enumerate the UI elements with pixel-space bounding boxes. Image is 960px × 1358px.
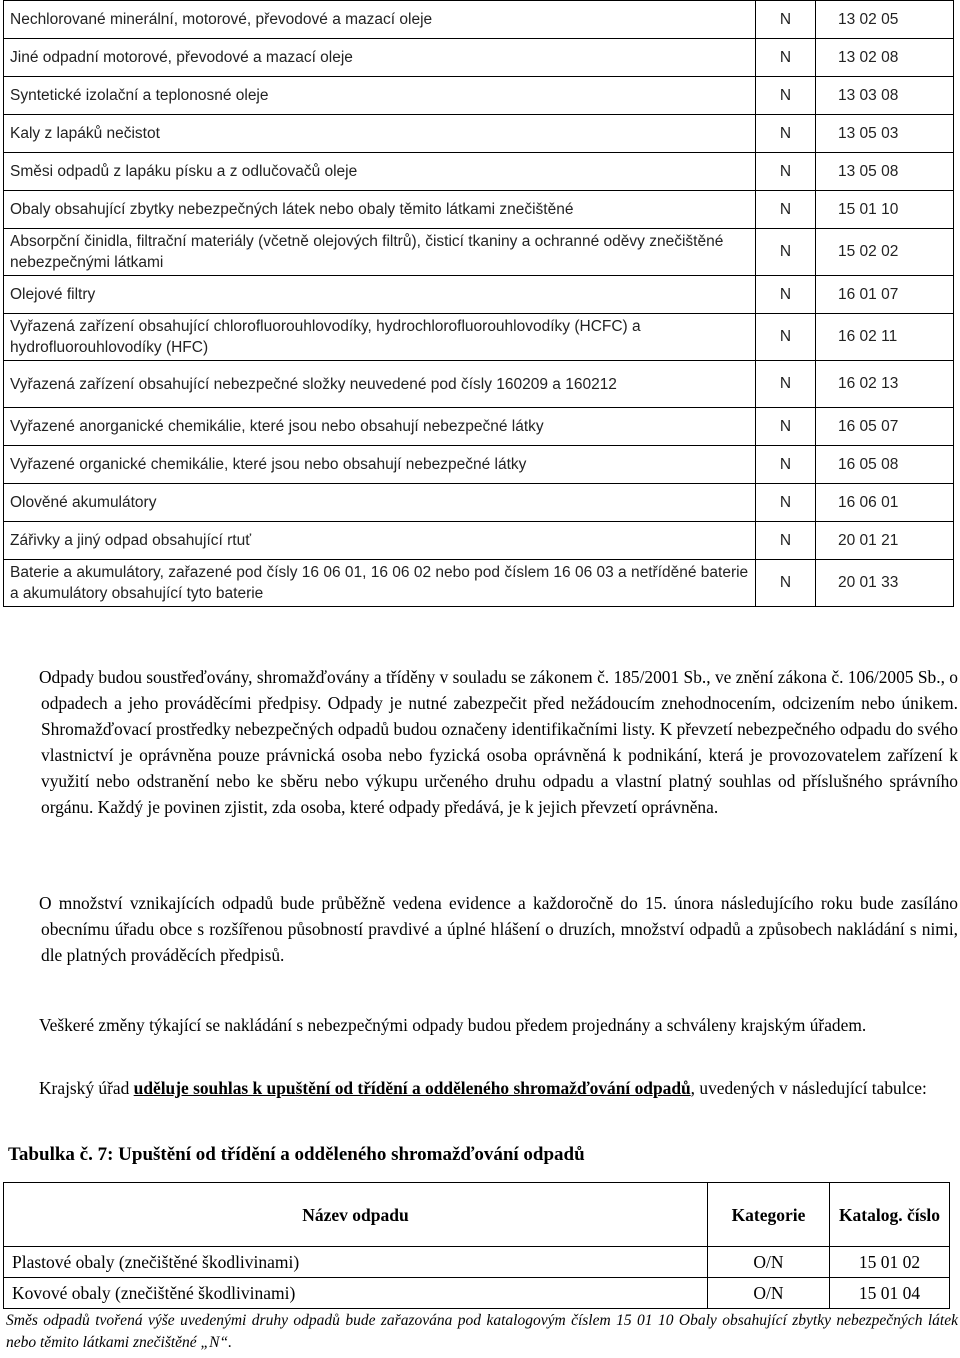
waste-category: N	[756, 484, 816, 522]
table-row	[4, 191, 954, 229]
waste-name: Syntetické izolační a teplonosné oleje	[4, 77, 756, 115]
waste-code: 13 03 08	[816, 77, 954, 115]
waste-name: Plastové obaly (znečištěné škodlivinami)	[4, 1247, 708, 1278]
waste-category: N	[756, 115, 816, 153]
waste-category: N	[756, 1, 816, 39]
paragraph-number	[8, 1012, 39, 1038]
paragraph-4	[8, 1012, 958, 1038]
paragraph-text: Veškeré změny týkající se nakládání s nebezpečnými odpady budou předem projednány a schváleny krajským úřadem.	[39, 1015, 867, 1035]
waste-category: N	[756, 39, 816, 77]
waste-code: 13 02 05	[816, 1, 954, 39]
table-row	[4, 115, 954, 153]
table-row	[4, 314, 954, 361]
waste-code: 13 02 08	[816, 39, 954, 77]
waste-code: 16 05 07	[816, 408, 954, 446]
waste-category: N	[756, 153, 816, 191]
waste-category: N	[756, 361, 816, 408]
table-row	[4, 484, 954, 522]
header-name: Název odpadu	[4, 1183, 708, 1247]
header-code: Katalog. číslo	[830, 1183, 950, 1247]
paragraph-number	[8, 890, 39, 916]
waste-name: Vyřazená zařízení obsahující chlorofluorouhlovodíky, hydrochlorofluorouhlovodíky (HCFC) a hydrofluorouhlovodíky (HFC)	[4, 314, 756, 361]
waste-name: Kaly z lapáků nečistot	[4, 115, 756, 153]
waste-name: Vyřazené anorganické chemikálie, které jsou nebo obsahují nebezpečné látky	[4, 408, 756, 446]
waste-name: Baterie a akumulátory, zařazené pod čísly 16 06 01, 16 06 02 nebo pod číslem 16 06 03 a netříděné baterie a akumulátory obsahující tyto baterie	[4, 560, 756, 607]
table-row	[4, 229, 954, 276]
waste-category: N	[756, 229, 816, 276]
table-row	[4, 361, 954, 408]
table-row	[4, 39, 954, 77]
waste-category: N	[756, 276, 816, 314]
waste-code: 16 02 11	[816, 314, 954, 361]
paragraph-text-emphasis: uděluje souhlas k upuštění od třídění a odděleného shromažďování odpadů	[133, 1078, 691, 1098]
waste-code: 16 05 08	[816, 446, 954, 484]
paragraph-2	[8, 664, 958, 820]
table-row	[4, 276, 954, 314]
table-row	[4, 1278, 950, 1309]
waste-code: 16 01 07	[816, 276, 954, 314]
paragraph-number	[8, 1075, 39, 1101]
waste-category: O/N	[708, 1247, 830, 1278]
waste-code: 20 01 21	[816, 522, 954, 560]
waste-name: Směsi odpadů z lapáku písku a z odlučovačů oleje	[4, 153, 756, 191]
waste-name: Jiné odpadní motorové, převodové a mazací oleje	[4, 39, 756, 77]
waste-category: O/N	[708, 1278, 830, 1309]
paragraph-5	[8, 1075, 958, 1101]
waste-code: 16 06 01	[816, 484, 954, 522]
waste-category: N	[756, 191, 816, 229]
waste-code: 15 01 10	[816, 191, 954, 229]
waste-code: 15 01 04	[830, 1278, 950, 1309]
table-row	[4, 1247, 950, 1278]
waste-category: N	[756, 408, 816, 446]
footnote: Směs odpadů tvořená výše uvedenými druhy odpadů bude zařazována pod katalogovým číslem 15 01 10 Obaly obsahující zbytky nebezpečných látek nebo těmito látkami znečištěné „N“.	[6, 1312, 958, 1351]
table-row	[4, 1, 954, 39]
waste-name: Olejové filtry	[4, 276, 756, 314]
table-row	[4, 153, 954, 191]
waste-name: Absorpční činidla, filtrační materiály (včetně olejových filtrů), čisticí tkaniny a ochranné oděvy znečištěné nebezpečnými látkami	[4, 229, 756, 276]
header-category: Kategorie	[708, 1183, 830, 1247]
paragraph-number	[8, 664, 39, 690]
waste-category: N	[756, 522, 816, 560]
waste-code: 16 02 13	[816, 361, 954, 408]
table-row	[4, 77, 954, 115]
waste-name: Olověné akumulátory	[4, 484, 756, 522]
waste-name: Nechlorované minerální, motorové, převodové a mazací oleje	[4, 1, 756, 39]
table-header-row	[4, 1183, 950, 1247]
exemption-table	[3, 1182, 950, 1309]
waste-code: 13 05 08	[816, 153, 954, 191]
waste-category: N	[756, 77, 816, 115]
waste-code: 20 01 33	[816, 560, 954, 607]
waste-code: 13 05 03	[816, 115, 954, 153]
waste-code: 15 01 02	[830, 1247, 950, 1278]
paragraph-text: Odpady budou soustřeďovány, shromažďovány a tříděny v souladu se zákonem č. 185/2001 Sb., ve znění zákona č. 106/2005 Sb., o odpadech a jeho prováděcími předpisy. Odpady je nutné zabezpečit před nežádoucím znehodnocením, odcizením nebo únikem. Shromažďovací prostředky nebezpečných odpadů budou označeny identifikačními listy. K převzetí nebezpečného odpadu do svého vlastnictví je oprávněna pouze právnická osoba nebo fyzická osoba oprávněná k podnikání, která je provozovatelem zařízení k využití nebo odstranění nebo ke sběru nebo výkupu určeného druhu odpadu a vlastní platný souhlas od příslušného správního orgánu. Každý je povinen zjistit, zda osoba, které odpady předává, je k jejich převzetí oprávněna.	[39, 667, 958, 817]
waste-category: N	[756, 560, 816, 607]
table-row	[4, 560, 954, 607]
waste-name: Vyřazené organické chemikálie, které jsou nebo obsahují nebezpečné látky	[4, 446, 756, 484]
waste-category: N	[756, 446, 816, 484]
paragraph-text-lead: Krajský úřad	[39, 1078, 134, 1098]
paragraph-text-tail: , uvedených v následující tabulce:	[690, 1078, 927, 1098]
waste-name: Zářivky a jiný odpad obsahující rtuť	[4, 522, 756, 560]
table-row	[4, 522, 954, 560]
waste-category: N	[756, 314, 816, 361]
paragraph-text: O množství vznikajících odpadů bude průběžně vedena evidence a každoročně do 15. února následujícího roku bude zasíláno obecnímu úřadu obce s rozšířenou působností pravdivé a úplné hlášení o druzích, množství odpadů a způsobech nakládání s nimi, dle platných prováděcích předpisů.	[39, 893, 958, 965]
table-caption: Tabulka č. 7: Upuštění od třídění a odděleného shromažďování odpadů	[8, 1144, 585, 1165]
table-row	[4, 408, 954, 446]
table-row	[4, 446, 954, 484]
waste-name: Obaly obsahující zbytky nebezpečných látek nebo obaly těmito látkami znečištěné	[4, 191, 756, 229]
paragraph-3	[8, 890, 958, 968]
waste-code: 15 02 02	[816, 229, 954, 276]
waste-table	[3, 0, 954, 607]
waste-name: Kovové obaly (znečištěné škodlivinami)	[4, 1278, 708, 1309]
waste-name: Vyřazená zařízení obsahující nebezpečné složky neuvedené pod čísly 160209 a 160212	[4, 361, 756, 408]
